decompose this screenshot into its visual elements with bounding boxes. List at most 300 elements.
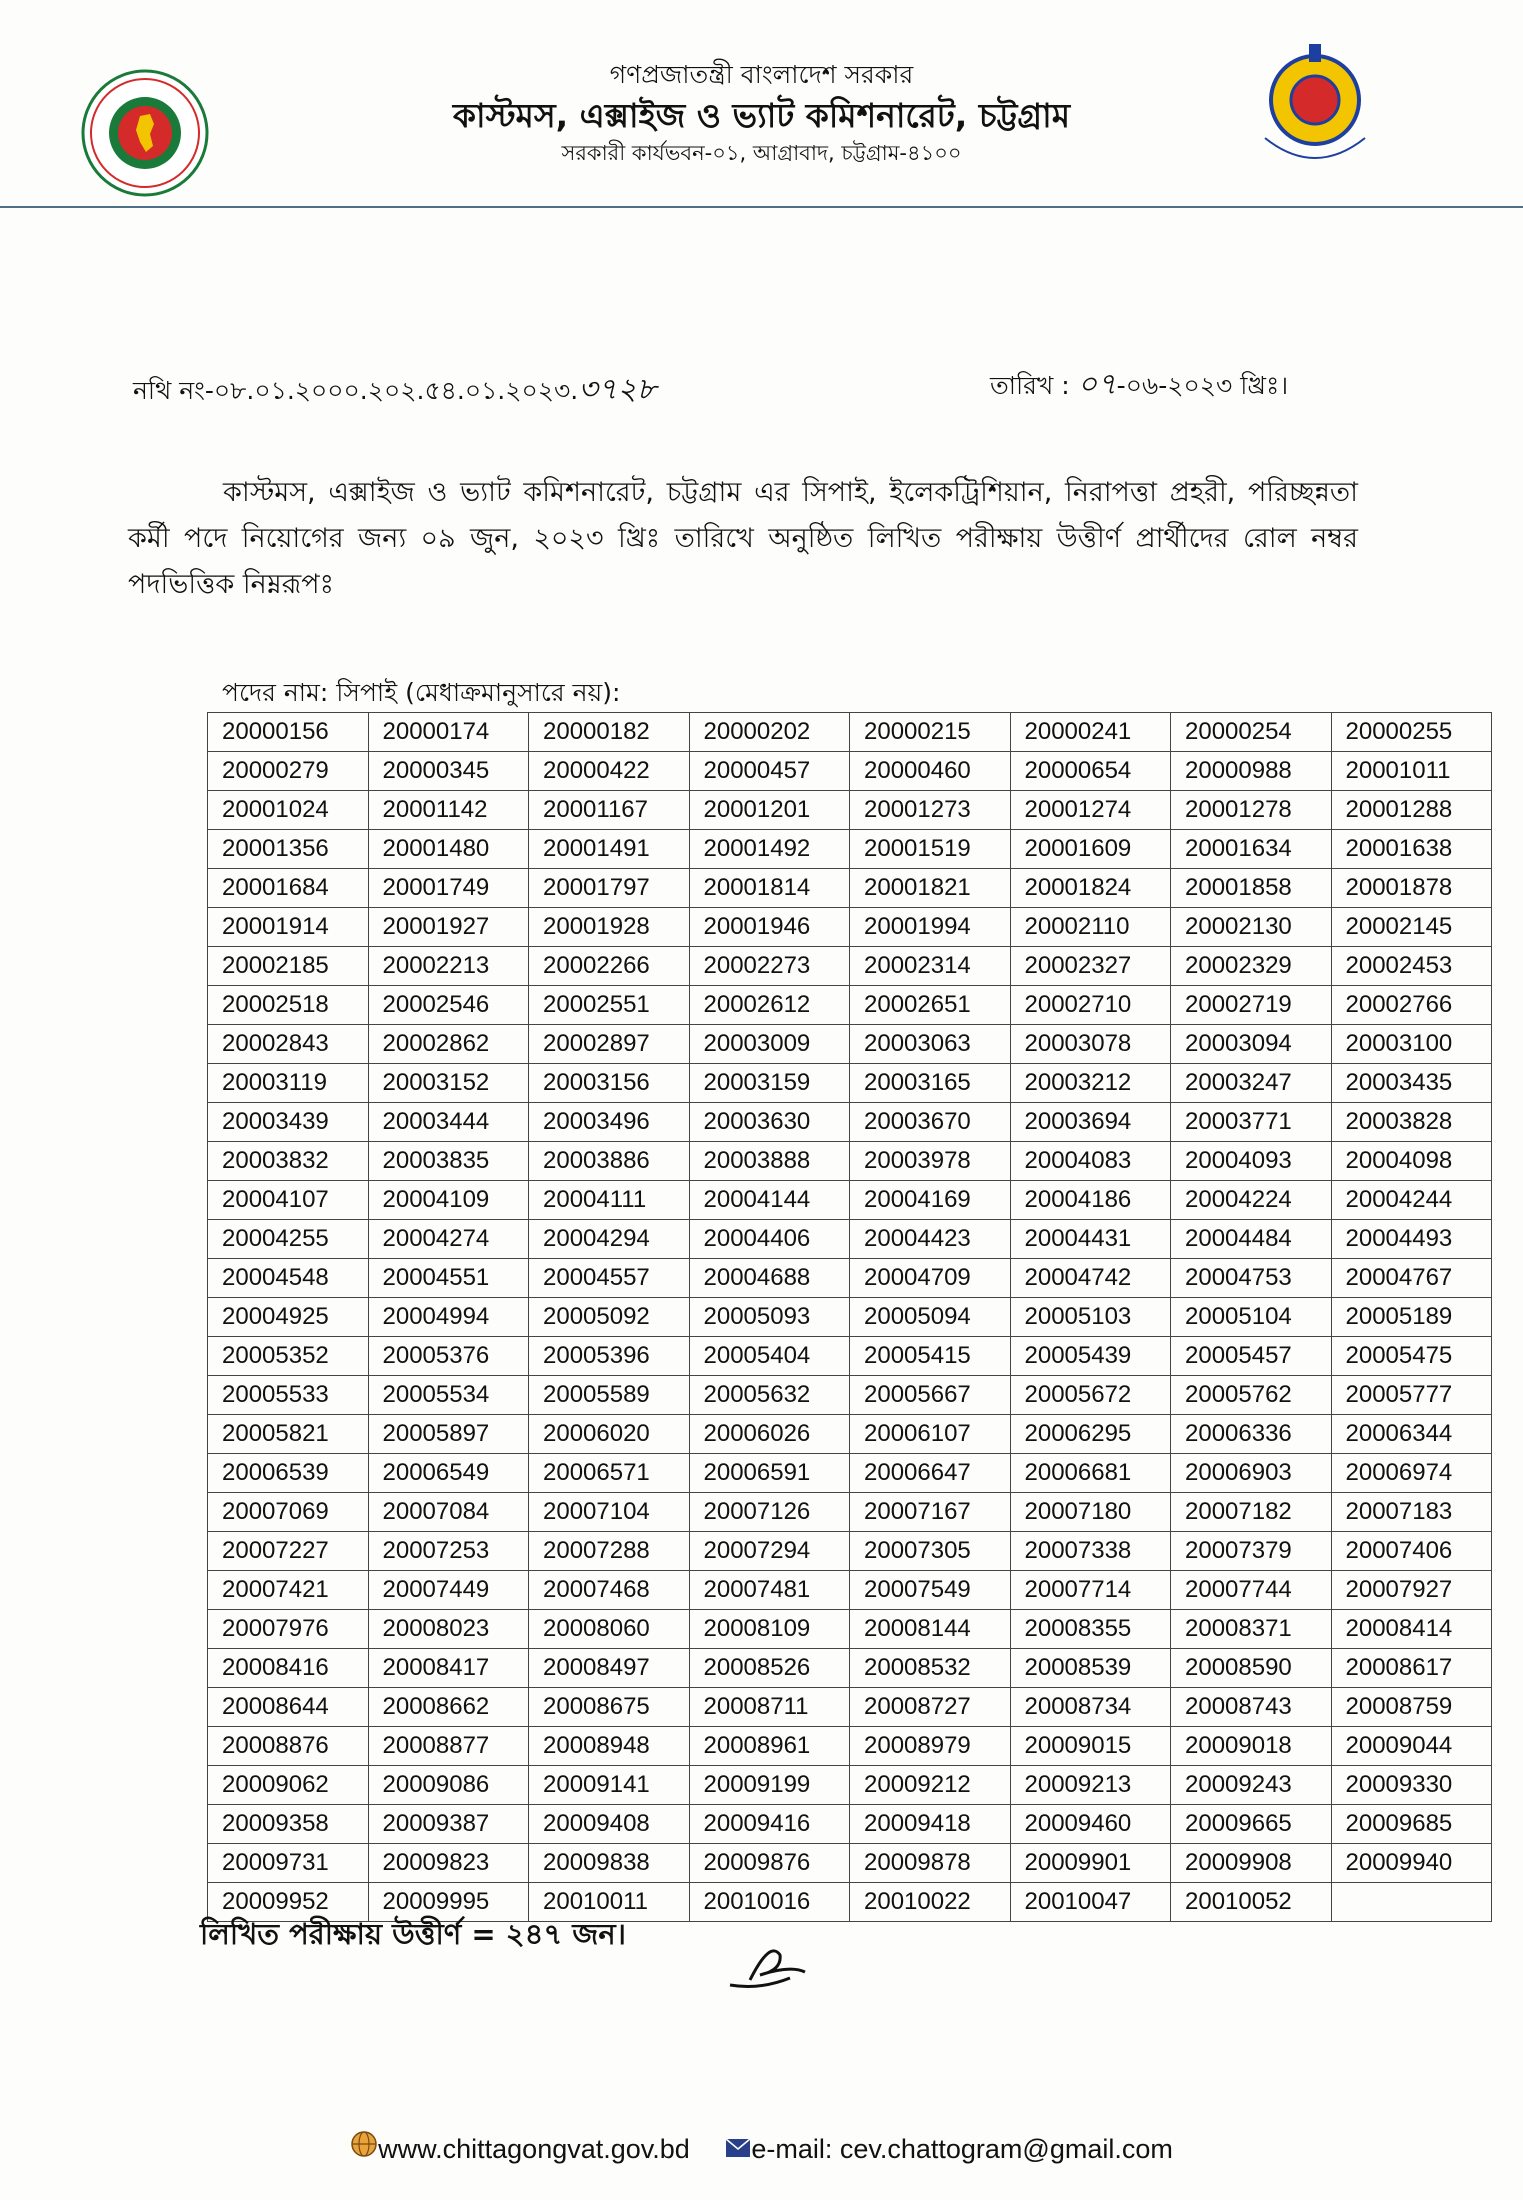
roll-number-cell: 20004186 — [1010, 1181, 1171, 1220]
roll-number-cell: 20001814 — [689, 869, 850, 908]
roll-number-cell: 20009408 — [529, 1805, 690, 1844]
table-row — [208, 1493, 1492, 1532]
roll-number-cell: 20002145 — [1331, 908, 1492, 947]
roll-number-cell: 20009358 — [208, 1805, 369, 1844]
roll-number-cell: 20002266 — [529, 947, 690, 986]
roll-number-cell: 20005352 — [208, 1337, 369, 1376]
roll-number-cell: 20008355 — [1010, 1610, 1171, 1649]
table-row — [208, 1727, 1492, 1766]
roll-number-cell: 20005189 — [1331, 1298, 1492, 1337]
roll-number-cell: 20008743 — [1171, 1688, 1332, 1727]
roll-number-cell: 20009901 — [1010, 1844, 1171, 1883]
roll-number-cell: 20008876 — [208, 1727, 369, 1766]
roll-number-cell: 20003165 — [850, 1064, 1011, 1103]
table-row — [208, 1376, 1492, 1415]
roll-number-cell: 20001011 — [1331, 752, 1492, 791]
roll-number-cell: 20007183 — [1331, 1493, 1492, 1532]
roll-number-cell: 20002612 — [689, 986, 850, 1025]
roll-number-cell: 20000215 — [850, 713, 1011, 752]
roll-number-cell: 20002518 — [208, 986, 369, 1025]
roll-number-cell: 20000255 — [1331, 713, 1492, 752]
roll-number-cell: 20001684 — [208, 869, 369, 908]
table-row — [208, 1649, 1492, 1688]
roll-number-cell: 20004994 — [368, 1298, 529, 1337]
roll-number-cell: 20002651 — [850, 986, 1011, 1025]
roll-number-cell: 20000202 — [689, 713, 850, 752]
table-row — [208, 1220, 1492, 1259]
roll-number-cell: 20000457 — [689, 752, 850, 791]
table-row — [208, 1064, 1492, 1103]
roll-number-cell: 20003063 — [850, 1025, 1011, 1064]
roll-number-cell: 20004548 — [208, 1259, 369, 1298]
roll-number-cell: 20001278 — [1171, 791, 1332, 830]
total-passed: লিখিত পরীক্ষায় উত্তীর্ণ = ২৪৭ জন। — [200, 1917, 627, 1951]
table-row — [208, 1532, 1492, 1571]
roll-number-cell: 20008877 — [368, 1727, 529, 1766]
roll-number-cell: 20009015 — [1010, 1727, 1171, 1766]
roll-number-cell: 20004274 — [368, 1220, 529, 1259]
government-name: গণপ্রজাতন্ত্রী বাংলাদেশ সরকার — [609, 60, 914, 89]
roll-number-cell: 20002551 — [529, 986, 690, 1025]
roll-number-cell: 20008023 — [368, 1610, 529, 1649]
footer-website — [350, 2130, 690, 2165]
roll-number-cell: 20005533 — [208, 1376, 369, 1415]
roll-number-cell: 20002766 — [1331, 986, 1492, 1025]
roll-number-cell: 20005672 — [1010, 1376, 1171, 1415]
roll-number-cell: 20004709 — [850, 1259, 1011, 1298]
roll-number-cell: 20004093 — [1171, 1142, 1332, 1181]
roll-number-cell: 20004925 — [208, 1298, 369, 1337]
roll-number-cell: 20006571 — [529, 1454, 690, 1493]
roll-number-cell: 20004111 — [529, 1181, 690, 1220]
roll-number-cell: 20005415 — [850, 1337, 1011, 1376]
roll-number-cell: 20000654 — [1010, 752, 1171, 791]
table-row — [208, 791, 1492, 830]
roll-number-cell: 20009823 — [368, 1844, 529, 1883]
table-row — [208, 1298, 1492, 1337]
roll-number-cell: 20002213 — [368, 947, 529, 986]
roll-number-cell: 20006107 — [850, 1415, 1011, 1454]
roll-number-cell: 20004107 — [208, 1181, 369, 1220]
table-row — [208, 1610, 1492, 1649]
roll-number-cell: 20005094 — [850, 1298, 1011, 1337]
roll-number-cell: 20007084 — [368, 1493, 529, 1532]
roll-number-cell: 20007104 — [529, 1493, 690, 1532]
roll-number-cell: 20009952 — [208, 1883, 369, 1922]
roll-number-cell: 20007227 — [208, 1532, 369, 1571]
roll-number-cell: 20008144 — [850, 1610, 1011, 1649]
roll-number-cell: 20007182 — [1171, 1493, 1332, 1532]
roll-number-cell: 20003435 — [1331, 1064, 1492, 1103]
roll-number-cell: 20008617 — [1331, 1649, 1492, 1688]
roll-number-cell: 20007481 — [689, 1571, 850, 1610]
roll-number-cell: 20009018 — [1171, 1727, 1332, 1766]
roll-number-cell: 20008662 — [368, 1688, 529, 1727]
roll-number-cell: 20005092 — [529, 1298, 690, 1337]
roll-number-cell: 20003094 — [1171, 1025, 1332, 1064]
table-row — [208, 1025, 1492, 1064]
roll-number-cell: 20007976 — [208, 1610, 369, 1649]
roll-number-cell: 20006903 — [1171, 1454, 1332, 1493]
roll-number-cell: 20008526 — [689, 1649, 850, 1688]
date-handwritten-day: ০৭ — [1077, 367, 1117, 402]
table-row — [208, 986, 1492, 1025]
roll-number-cell: 20002327 — [1010, 947, 1171, 986]
roll-number-cell: 20001201 — [689, 791, 850, 830]
roll-number-cell: 20007126 — [689, 1493, 850, 1532]
roll-number-cell: 20007406 — [1331, 1532, 1492, 1571]
roll-number-cell: 20001797 — [529, 869, 690, 908]
roll-number-cell: 20009460 — [1010, 1805, 1171, 1844]
roll-number-cell: 20003119 — [208, 1064, 369, 1103]
roll-number-cell: 20003771 — [1171, 1103, 1332, 1142]
table-row — [208, 830, 1492, 869]
roll-number-cell: 20002719 — [1171, 986, 1332, 1025]
issue-date — [990, 360, 1288, 411]
roll-number-cell: 20009908 — [1171, 1844, 1332, 1883]
roll-number-cell: 20006295 — [1010, 1415, 1171, 1454]
footer-website-text[interactable]: www.chittagongvat.gov.bd — [378, 2134, 690, 2164]
roll-number-cell: 20010047 — [1010, 1883, 1171, 1922]
signature-mark — [720, 1930, 820, 2000]
roll-number-cell: 20000182 — [529, 713, 690, 752]
roll-number-cell: 20008644 — [208, 1688, 369, 1727]
date-suffix: -০৬-২০২৩ খ্রিঃ। — [1116, 371, 1289, 400]
roll-number-cell: 20006344 — [1331, 1415, 1492, 1454]
bangladesh-customs-vat-logo — [1235, 38, 1395, 178]
roll-number-cell: 20004224 — [1171, 1181, 1332, 1220]
roll-number-cell: 20009062 — [208, 1766, 369, 1805]
roll-number-cell: 20000279 — [208, 752, 369, 791]
roll-number-cell: 20005439 — [1010, 1337, 1171, 1376]
table-row — [208, 1181, 1492, 1220]
table-row — [208, 1259, 1492, 1298]
roll-number-cell: 20008590 — [1171, 1649, 1332, 1688]
roll-number-cell: 20005404 — [689, 1337, 850, 1376]
roll-number-cell: 20008961 — [689, 1727, 850, 1766]
roll-number-cell: 20004255 — [208, 1220, 369, 1259]
roll-number-cell: 20004688 — [689, 1259, 850, 1298]
roll-number-cell: 20003444 — [368, 1103, 529, 1142]
roll-number-cell: 20006647 — [850, 1454, 1011, 1493]
roll-number-cell: 20005667 — [850, 1376, 1011, 1415]
memo-number-prefix: নথি নং-০৮.০১.২০০০.২০২.৫৪.০১.২০২৩. — [133, 376, 579, 405]
roll-number-cell: 20009387 — [368, 1805, 529, 1844]
roll-number-cell: 20007180 — [1010, 1493, 1171, 1532]
roll-number-cell: 20007549 — [850, 1571, 1011, 1610]
roll-number-cell: 20007288 — [529, 1532, 690, 1571]
roll-number-cell: 20002897 — [529, 1025, 690, 1064]
roll-number-table — [207, 712, 1492, 1922]
roll-number-cell: 20008759 — [1331, 1688, 1492, 1727]
roll-number-cell: 20005376 — [368, 1337, 529, 1376]
roll-number-cell: 20006549 — [368, 1454, 529, 1493]
roll-number-cell: 20005821 — [208, 1415, 369, 1454]
roll-number-cell: 20003159 — [689, 1064, 850, 1103]
roll-number-cell: 20009044 — [1331, 1727, 1492, 1766]
roll-number-cell: 20004551 — [368, 1259, 529, 1298]
roll-number-cell: 20008734 — [1010, 1688, 1171, 1727]
roll-number-cell: 20007468 — [529, 1571, 690, 1610]
roll-number-cell: 20005534 — [368, 1376, 529, 1415]
roll-number-cell: 20003156 — [529, 1064, 690, 1103]
roll-number-cell: 20005396 — [529, 1337, 690, 1376]
roll-number-cell: 20003009 — [689, 1025, 850, 1064]
roll-number-cell: 20005762 — [1171, 1376, 1332, 1415]
roll-number-cell: 20008414 — [1331, 1610, 1492, 1649]
footer — [0, 2130, 1523, 2165]
roll-number-cell: 20009418 — [850, 1805, 1011, 1844]
roll-number-cell: 20005777 — [1331, 1376, 1492, 1415]
memo-number — [133, 365, 656, 416]
roll-number-cell: 20005475 — [1331, 1337, 1492, 1376]
roll-number-cell: 20002329 — [1171, 947, 1332, 986]
roll-number-cell: 20003694 — [1010, 1103, 1171, 1142]
roll-number-cell: 20000460 — [850, 752, 1011, 791]
office-name: কাস্টমস, এক্সাইজ ও ভ্যাট কমিশনারেট, চট্টগ্রাম — [452, 96, 1071, 135]
roll-number-cell: 20007305 — [850, 1532, 1011, 1571]
table-row — [208, 713, 1492, 752]
roll-number-cell: 20009243 — [1171, 1766, 1332, 1805]
roll-number-cell: 20009213 — [1010, 1766, 1171, 1805]
notice-body: কাস্টমস, এক্সাইজ ও ভ্যাট কমিশনারেট, চট্টগ্রাম এর সিপাই, ইলেকট্রিশিয়ান, নিরাপত্তা প্রহরী, পরিচ্ছন্নতা কর্মী পদে নিয়োগের জন্য ০৯ জুন, ২০২৩ খ্রিঃ তারিখে অনুষ্ঠিত লিখিত পরীক্ষায় উত্তীর্ণ প্রার্থীদের রোল নম্বর পদভিত্তিক নিম্নরূপঃ — [128, 477, 1358, 600]
roll-number-cell: 20009086 — [368, 1766, 529, 1805]
roll-number-cell: 20008371 — [1171, 1610, 1332, 1649]
roll-number-cell: 20006026 — [689, 1415, 850, 1454]
roll-number-cell: 20003828 — [1331, 1103, 1492, 1142]
envelope-icon — [725, 2138, 751, 2158]
roll-number-cell: 20007294 — [689, 1532, 850, 1571]
roll-number-cell: 20007167 — [850, 1493, 1011, 1532]
roll-number-cell: 20004244 — [1331, 1181, 1492, 1220]
roll-number-cell: 20008727 — [850, 1688, 1011, 1727]
date-prefix: তারিখ : — [990, 371, 1078, 400]
roll-number-cell: 20008497 — [529, 1649, 690, 1688]
roll-number-cell: 20005093 — [689, 1298, 850, 1337]
roll-number-cell: 20002453 — [1331, 947, 1492, 986]
roll-number-cell: 20002314 — [850, 947, 1011, 986]
roll-number-cell: 20001946 — [689, 908, 850, 947]
table-row — [208, 1688, 1492, 1727]
roll-number-cell: 20004144 — [689, 1181, 850, 1220]
roll-number-cell: 20001024 — [208, 791, 369, 830]
roll-number-cell: 20004493 — [1331, 1220, 1492, 1259]
roll-number-cell: 20003152 — [368, 1064, 529, 1103]
roll-number-cell: 20001491 — [529, 830, 690, 869]
roll-number-cell: 20008711 — [689, 1688, 850, 1727]
roll-number-cell: 20001634 — [1171, 830, 1332, 869]
roll-number-cell: 20001928 — [529, 908, 690, 947]
roll-number-cell: 20004431 — [1010, 1220, 1171, 1259]
table-row — [208, 1337, 1492, 1376]
roll-number-cell: 20008416 — [208, 1649, 369, 1688]
roll-number-cell: 20010011 — [529, 1883, 690, 1922]
roll-number-cell: 20008532 — [850, 1649, 1011, 1688]
roll-number-cell: 20000241 — [1010, 713, 1171, 752]
roll-number-cell: 20007927 — [1331, 1571, 1492, 1610]
roll-number-cell: 20004484 — [1171, 1220, 1332, 1259]
office-address: সরকারী কার্যভবন-০১, আগ্রাবাদ, চট্টগ্রাম-৪১০০ — [561, 141, 962, 165]
roll-number-cell: 20003835 — [368, 1142, 529, 1181]
table-row — [208, 752, 1492, 791]
roll-number-cell: 20002710 — [1010, 986, 1171, 1025]
roll-number-cell: 20000156 — [208, 713, 369, 752]
roll-number-cell: 20001914 — [208, 908, 369, 947]
roll-number-cell: 20004742 — [1010, 1259, 1171, 1298]
table-row — [208, 1571, 1492, 1610]
roll-number-cell: 20007338 — [1010, 1532, 1171, 1571]
roll-number-cell: 20002110 — [1010, 908, 1171, 947]
roll-number-cell: 20002273 — [689, 947, 850, 986]
header-rule — [0, 206, 1523, 208]
roll-number-cell: 20001142 — [368, 791, 529, 830]
roll-number-cell: 20002862 — [368, 1025, 529, 1064]
roll-number-cell: 20001638 — [1331, 830, 1492, 869]
roll-number-cell: 20009995 — [368, 1883, 529, 1922]
footer-email — [725, 2134, 1173, 2165]
roll-number-cell: 20001288 — [1331, 791, 1492, 830]
roll-number-cell: 20005103 — [1010, 1298, 1171, 1337]
roll-number-cell: 20004169 — [850, 1181, 1011, 1220]
roll-number-cell: 20004294 — [529, 1220, 690, 1259]
roll-number-cell: 20007379 — [1171, 1532, 1332, 1571]
roll-number-cell: 20001167 — [529, 791, 690, 830]
roll-number-cell: 20006681 — [1010, 1454, 1171, 1493]
roll-number-cell: 20002546 — [368, 986, 529, 1025]
roll-number-cell: 20007253 — [368, 1532, 529, 1571]
table-row — [208, 1766, 1492, 1805]
roll-number-cell: 20009199 — [689, 1766, 850, 1805]
roll-number-cell: 20005104 — [1171, 1298, 1332, 1337]
roll-number-table-body — [208, 713, 1492, 1922]
roll-number-cell: 20004753 — [1171, 1259, 1332, 1298]
table-row — [208, 1805, 1492, 1844]
table-row — [208, 947, 1492, 986]
roll-number-cell: 20005589 — [529, 1376, 690, 1415]
roll-number-cell: 20003978 — [850, 1142, 1011, 1181]
roll-number-cell: 20009330 — [1331, 1766, 1492, 1805]
table-row — [208, 1844, 1492, 1883]
roll-number-cell: 20008417 — [368, 1649, 529, 1688]
roll-number-cell: 20001994 — [850, 908, 1011, 947]
roll-number-cell: 20001492 — [689, 830, 850, 869]
footer-email-text[interactable]: e-mail: cev.chattogram@gmail.com — [751, 2134, 1173, 2164]
roll-number-cell: 20005457 — [1171, 1337, 1332, 1376]
roll-number-cell: 20008109 — [689, 1610, 850, 1649]
roll-number-cell: 20008675 — [529, 1688, 690, 1727]
roll-number-cell: 20006591 — [689, 1454, 850, 1493]
roll-number-cell: 20004109 — [368, 1181, 529, 1220]
roll-number-cell: 20001480 — [368, 830, 529, 869]
roll-number-cell: 20001274 — [1010, 791, 1171, 830]
roll-number-cell: 20003670 — [850, 1103, 1011, 1142]
roll-number-cell: 20003078 — [1010, 1025, 1171, 1064]
roll-number-cell: 20000345 — [368, 752, 529, 791]
roll-number-cell: 20002843 — [208, 1025, 369, 1064]
roll-number-cell: 20001356 — [208, 830, 369, 869]
roll-number-cell: 20009141 — [529, 1766, 690, 1805]
roll-number-cell: 20007421 — [208, 1571, 369, 1610]
roll-number-cell: 20003888 — [689, 1142, 850, 1181]
roll-number-cell: 20010022 — [850, 1883, 1011, 1922]
roll-number-cell: 20001927 — [368, 908, 529, 947]
roll-number-cell: 20001858 — [1171, 869, 1332, 908]
roll-number-cell: 20003886 — [529, 1142, 690, 1181]
roll-number-cell: 20006539 — [208, 1454, 369, 1493]
roll-number-cell: 20004083 — [1010, 1142, 1171, 1181]
roll-number-cell: 20008948 — [529, 1727, 690, 1766]
table-row — [208, 1415, 1492, 1454]
roll-number-cell: 20009876 — [689, 1844, 850, 1883]
roll-number-cell: 20006336 — [1171, 1415, 1332, 1454]
roll-number-cell: 20003247 — [1171, 1064, 1332, 1103]
table-row — [208, 1142, 1492, 1181]
roll-number-cell: 20007714 — [1010, 1571, 1171, 1610]
roll-number-cell: 20003832 — [208, 1142, 369, 1181]
roll-number-cell: 20003630 — [689, 1103, 850, 1142]
roll-number-cell: 20001821 — [850, 869, 1011, 908]
roll-number-cell: 20000254 — [1171, 713, 1332, 752]
roll-number-cell: 20002185 — [208, 947, 369, 986]
memo-number-handwritten: ৩৭২৮ — [578, 372, 657, 407]
globe-icon — [350, 2130, 378, 2158]
roll-number-cell: 20000988 — [1171, 752, 1332, 791]
roll-number-cell: 20004423 — [850, 1220, 1011, 1259]
table-row — [208, 908, 1492, 947]
roll-number-cell: 20003439 — [208, 1103, 369, 1142]
roll-number-cell: 20006974 — [1331, 1454, 1492, 1493]
roll-number-cell: 20002130 — [1171, 908, 1332, 947]
table-row — [208, 1103, 1492, 1142]
roll-number-cell: 20009940 — [1331, 1844, 1492, 1883]
roll-number-cell: 20007449 — [368, 1571, 529, 1610]
roll-number-cell: 20004406 — [689, 1220, 850, 1259]
roll-number-cell: 20001519 — [850, 830, 1011, 869]
roll-number-cell: 20004767 — [1331, 1259, 1492, 1298]
roll-number-cell: 20000422 — [529, 752, 690, 791]
roll-number-cell: 20003212 — [1010, 1064, 1171, 1103]
roll-number-cell: 20009731 — [208, 1844, 369, 1883]
roll-number-cell: 20001878 — [1331, 869, 1492, 908]
roll-number-cell: 20004098 — [1331, 1142, 1492, 1181]
roll-number-cell: 20009878 — [850, 1844, 1011, 1883]
roll-number-cell: 20007069 — [208, 1493, 369, 1532]
roll-number-cell: 20010052 — [1171, 1883, 1332, 1922]
roll-number-cell: 20007744 — [1171, 1571, 1332, 1610]
roll-number-cell: 20008060 — [529, 1610, 690, 1649]
table-row — [208, 1454, 1492, 1493]
roll-number-cell: 20000174 — [368, 713, 529, 752]
roll-number-cell: 20005632 — [689, 1376, 850, 1415]
letterhead — [0, 0, 1523, 215]
roll-number-cell: 20009212 — [850, 1766, 1011, 1805]
roll-number-cell: 20001609 — [1010, 830, 1171, 869]
table-row — [208, 869, 1492, 908]
roll-number-cell: 20005897 — [368, 1415, 529, 1454]
roll-number-cell: 20009838 — [529, 1844, 690, 1883]
roll-number-cell: 20010016 — [689, 1883, 850, 1922]
roll-number-cell: 20009685 — [1331, 1805, 1492, 1844]
roll-number-cell: 20009416 — [689, 1805, 850, 1844]
roll-number-cell: 20001273 — [850, 791, 1011, 830]
roll-number-cell: 20003496 — [529, 1103, 690, 1142]
roll-number-cell: 20008539 — [1010, 1649, 1171, 1688]
roll-number-cell: 20009665 — [1171, 1805, 1332, 1844]
roll-number-cell: 20003100 — [1331, 1025, 1492, 1064]
roll-number-cell: 20004557 — [529, 1259, 690, 1298]
roll-number-cell: 20001824 — [1010, 869, 1171, 908]
roll-number-cell: 20006020 — [529, 1415, 690, 1454]
